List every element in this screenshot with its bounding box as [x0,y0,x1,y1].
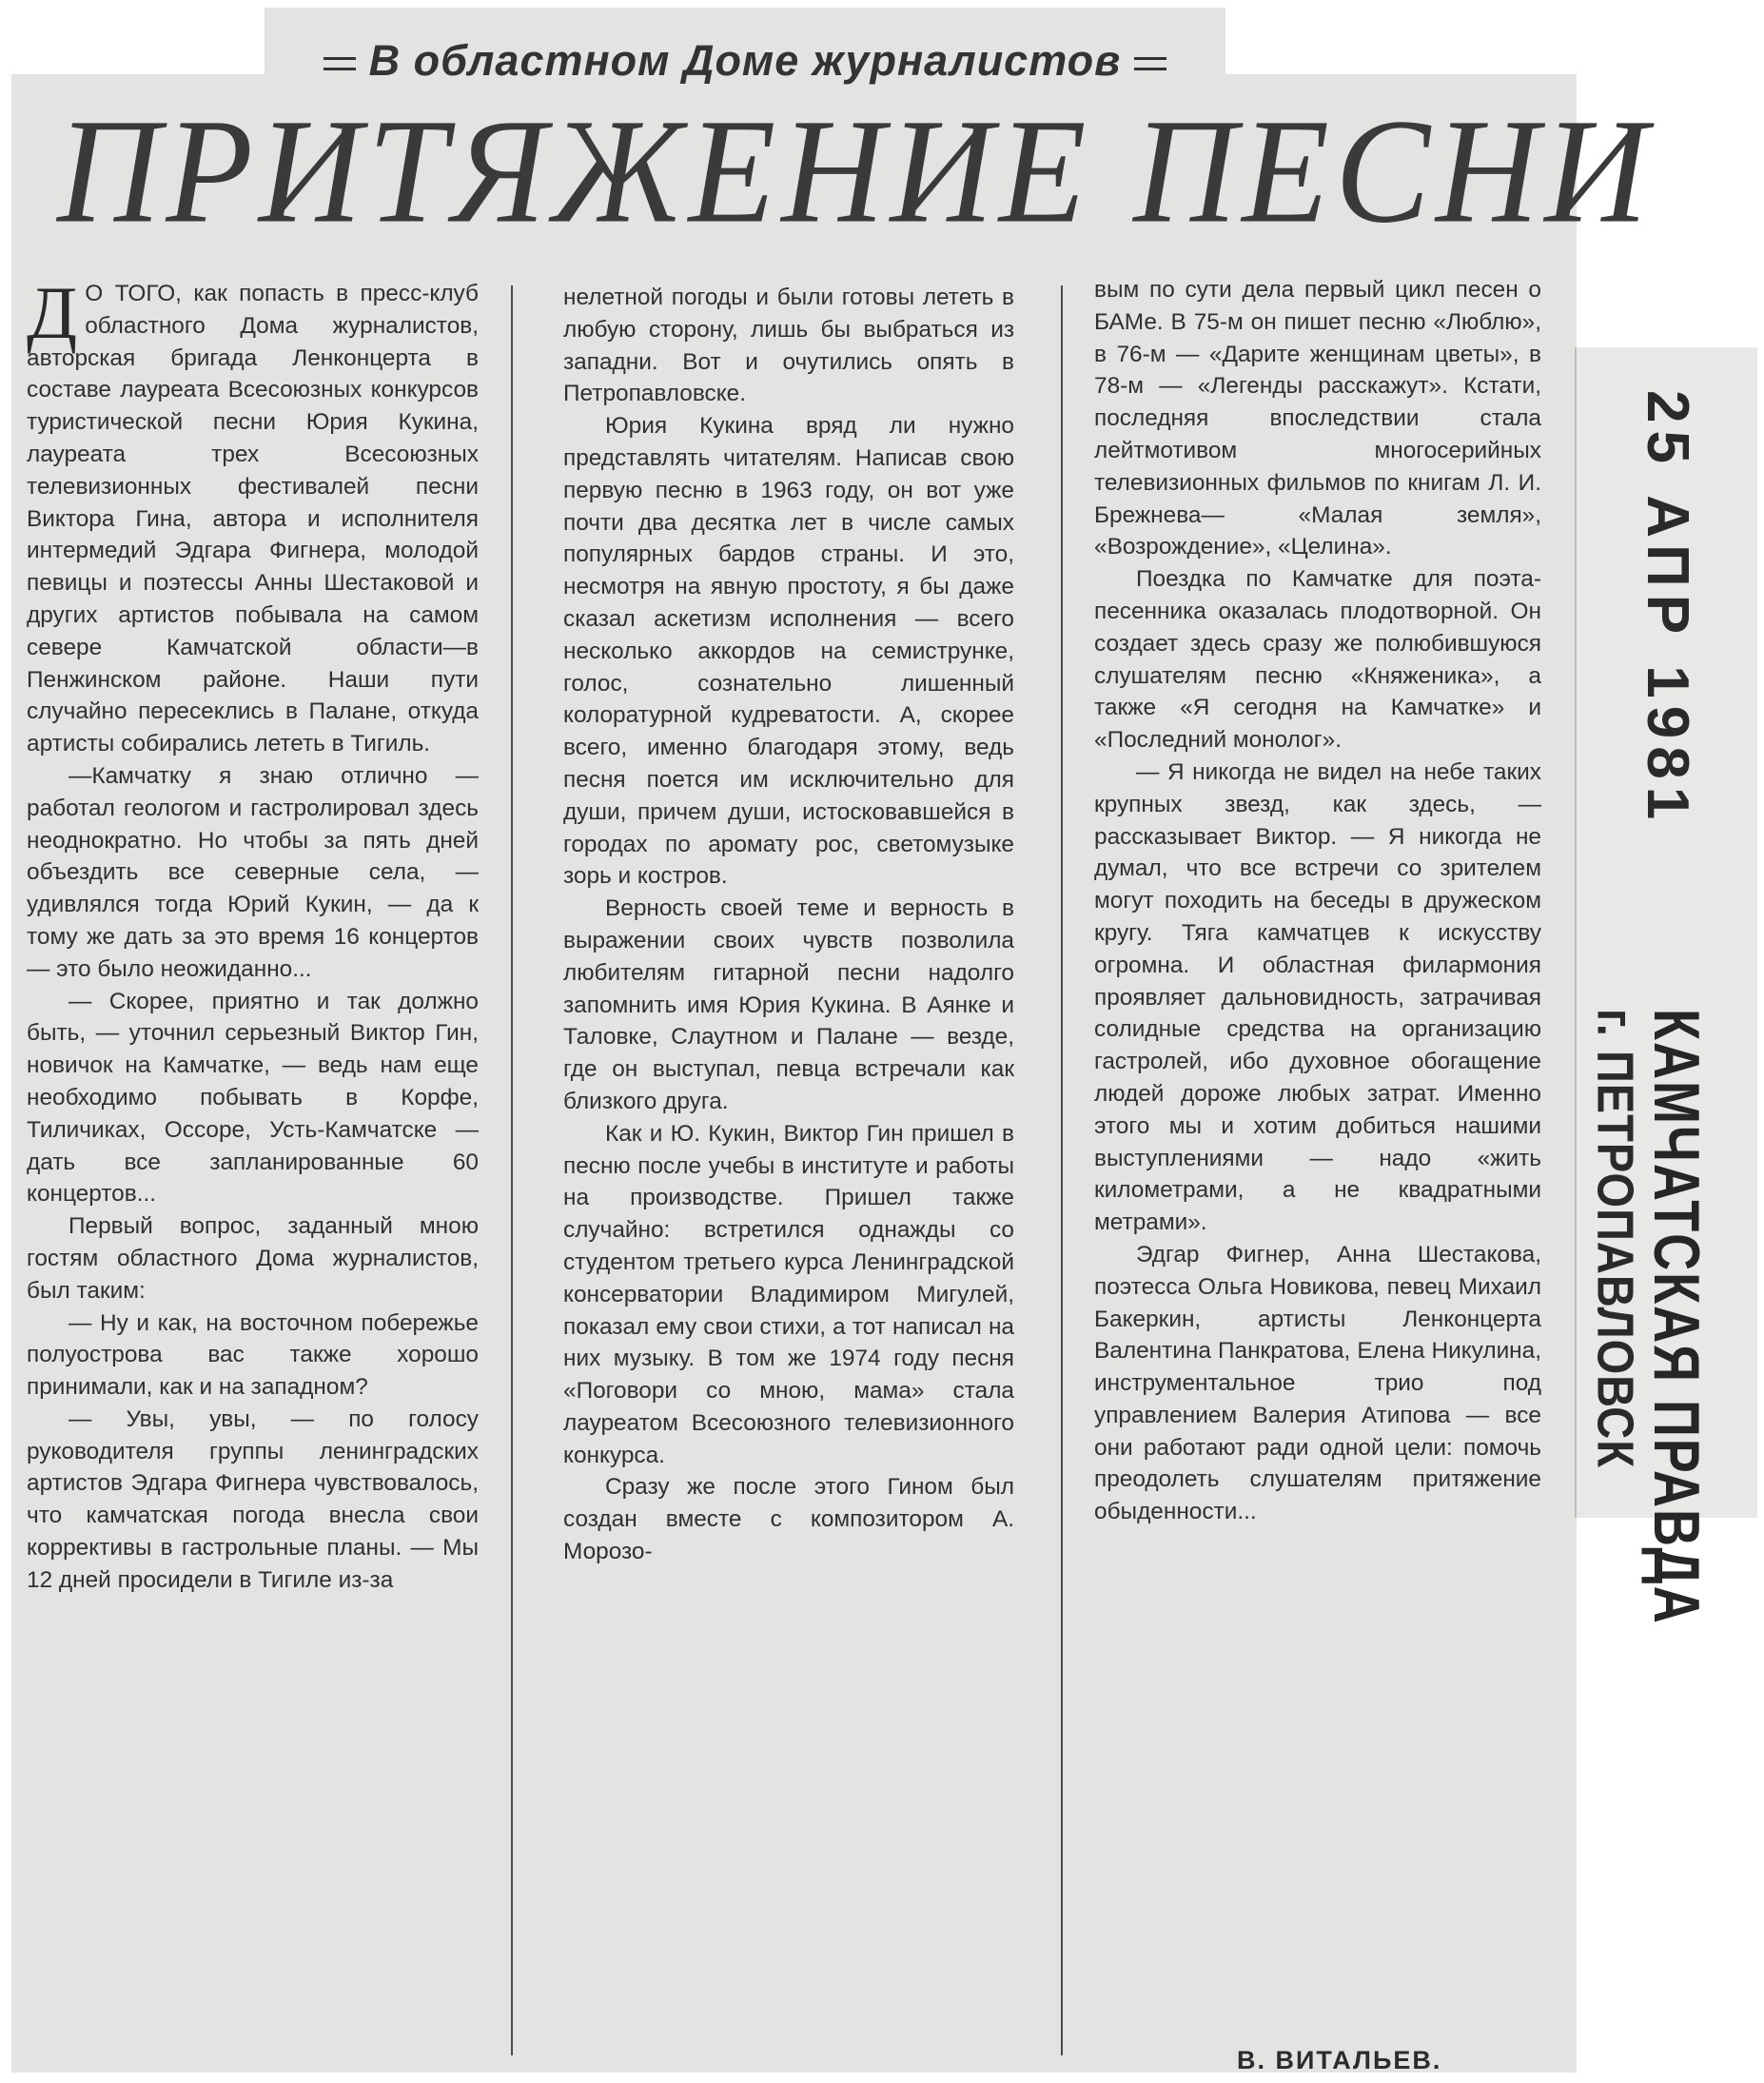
paragraph: — Скорее, приятно и так должно быть, — уточнил серьезный Виктор Гин, новичок на Камчатке, — ведь нам еще необходимо побывать в Корфе, Тиличиках, Оссоре, Усть-Камчатске — дать все запланированные 60 концертов... [27,988,479,1208]
paragraph: О ТОГО, как попасть в пресс-клуб областного Дома журналистов, авторская бригада Ленконцерта в составе лауреата Всесоюзных конкурсов туристической песни Юрия Кукина, лауреата трех Всесоюзных телевизионных фестивалей песни Виктора Гина, автора и исполнителя интермедий Эдгара Фигнера, молодой певицы и поэтессы Анны Шестаковой и других артистов побывала на самом севере Камчатской области—в Пенжинском районе. Наши пути случайно пересеклись в Палане, откуда артисты собирались лететь в Тигиль. [27,281,479,757]
paragraph: — Я никогда не видел на небе таких крупных звезд, как здесь, — рассказывает Виктор. — Я никогда не думал, что все встречи со зрителем могут походить на беседы в дружеском кругу. Тяга камчатцев к искусству огромна. И областная филармония проявляет дальновидность, затрачивая солидные средства на организацию гастролей, ибо духовное обогащение людей дороже любых затрат. Именно этого мы и хотим добиться нашими выступлениями — надо «жить километрами, а не квадратными метрами». [1094,758,1541,1236]
paragraph: —Камчатку я знаю отлично — работал геологом и гастролировал здесь неоднократно. Но чтобы за пять дней объездить все северные села, — удивлялся тогда Юрий Кукин, — да к тому же дать за это время 16 концертов — это было неожиданно... [27,762,479,982]
paragraph: — Увы, увы, — по голосу руководителя группы ленинградских артистов Эдгара Фигнера чувствовалось, что камчатская погода внесла свои коррективы в гастрольные планы. — Мы 12 дней просидели в Тигиле из-за [27,1405,479,1593]
rubric-text: В областном Доме журналистов [368,36,1122,85]
paragraph: нелетной погоды и были готовы лететь в любую сторону, лишь бы выбраться из западни. Вот и очутились опять в Петропавловске. [563,285,1014,407]
column-rule-1 [511,285,513,2055]
paragraph: Поездка по Камчатке для поэта-песенника оказалась плодотворной. Он создает здесь сразу же полюбившуюся слушателям песню «Княженика», а также «Я сегодня на Камчатке» и «Последний монолог». [1094,566,1541,754]
paragraph: Эдгар Фигнер, Анна Шестакова, поэтесса Ольга Новикова, певец Михаил Бакеркин, артисты Ленконцерта Валентина Панкратова, Елена Никулина, инструментальное трио под управлением Валерия Атипова — все они работают ради одной цели: помочь преодолеть слушателям притяжение обыденности... [1094,1241,1541,1525]
paragraph: Первый вопрос, заданный мною гостям областного Дома журналистов, был таким: [27,1213,479,1304]
article-column-2 [563,282,1014,1568]
paragraph: Юрия Кукина вряд ли нужно представлять читателям. Написав свою первую песню в 1963 году, он вот уже почти два десятка лет в числе самых популярных бардов страны. И это, несмотря на явную простоту, я бы даже сказал аскетизм исполнения — всего несколько аккордов на семиструнке, голос, сознательно лишенный колоратурной кудреватости. А, скорее всего, именно благодаря этому, ведь песня поется им исключительно для души, причем души, истосковавшейся в городах по аромату рос, светомузыке зорь и костров. [563,413,1014,890]
paragraph: Как и Ю. Кукин, Виктор Гин пришел в песню после учебы в институте и работы на производстве. Пришел также случайно: встретился однажды со студентом третьего курса Ленинградской консерватории Владимиром Мигулей, показал ему свои стихи, а тот написал на них музыку. В том же 1974 году песня «Поговори со мною, мама» стала лауреатом Всесоюзного телевизионного конкурса. [563,1120,1014,1468]
paragraph: — Ну и как, на восточном побережье полуострова вас также хорошо принимали, как и на западном? [27,1309,479,1401]
article-column-1 [27,271,479,1597]
stamp-date-text: 25 АПР 1981 [1635,390,1700,828]
paragraph: Сразу же после этого Гином был создан вместе с композитором А. Морозо- [563,1474,1014,1565]
headline: ПРИТЯЖЕНИЕ ПЕСНИ [57,88,1654,255]
column-rule-2 [1061,285,1063,2055]
author-signature: В. ВИТАЛЬЕВ. [1237,2046,1442,2074]
stamp-paper-text: КАМЧАТСКАЯ ПРАВДА [1639,1009,1712,1625]
paragraph: Верность своей теме и верность в выражении своих чувств позволила любителям гитарной песни надолго запомнить имя Юрия Кукина. В Аянке и Таловке, Слаутном и Палане — везде, где он выступал, певца встречали как близкого друга. [563,895,1014,1114]
drop-cap: Д [27,271,78,354]
rubric-dash-left [323,57,356,70]
stamp-city-text: г. ПЕТРОПАВЛОВСК [1586,1009,1645,1468]
paragraph: вым по сути дела первый цикл песен о БАМе. В 75-м он пишет песню «Люблю», в 76-м — «Дарите женщинам цветы», в 78-м — «Легенды расскажут». Кстати, последняя впоследствии стала лейтмотивом многосерийных телевизионных фильмов по книгам Л. И. Брежнева— «Малая земля», «Возрождение», «Целина». [1094,277,1541,560]
rubric-dash-right [1134,57,1166,70]
article-column-3 [1094,274,1541,1528]
